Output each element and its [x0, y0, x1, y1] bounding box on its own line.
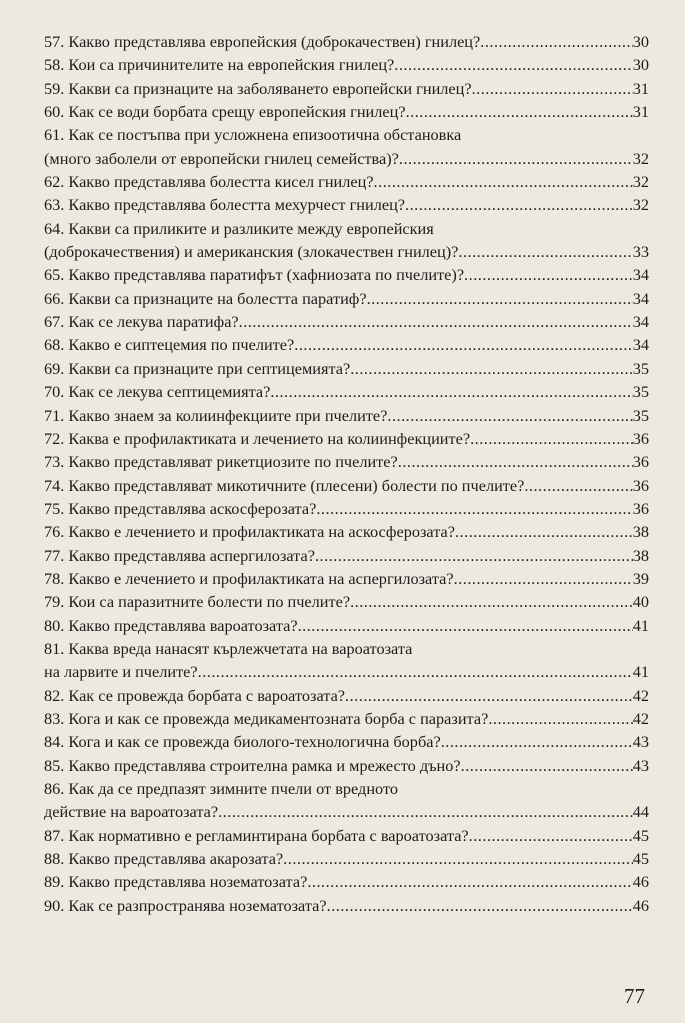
toc-entry-title: Какво е сиптецемия по пчелите?	[68, 335, 295, 355]
dot-leader	[454, 567, 633, 590]
dot-leader	[283, 847, 633, 870]
toc-entry	[44, 777, 649, 824]
dot-leader	[469, 824, 633, 847]
toc-entry-title-wrap	[44, 660, 198, 683]
toc-entry-page: 30	[632, 32, 649, 51]
toc-entry-number: 57	[44, 32, 61, 51]
toc-entry-title: Какво представлява паратифът (хафниозата по пчелите)?	[68, 265, 465, 285]
toc-entry	[44, 380, 649, 403]
toc-entry-row	[44, 287, 649, 310]
toc-entry	[44, 520, 649, 543]
toc-entry-number: 63	[44, 195, 61, 215]
toc-entry-row	[44, 590, 649, 613]
toc-entry-page: 46	[632, 872, 649, 892]
toc-entry-title-line1: Каква вреда нанасят кърлежчетата на вароатозата	[68, 638, 413, 658]
dot-leader	[524, 474, 632, 497]
toc-entry-title: Какво е лечението и профилактиката на аспергилозата?	[68, 568, 454, 588]
toc-entry-page: 35	[632, 382, 649, 402]
toc-entry-page: 36	[632, 428, 649, 448]
toc-entry-number: 62	[44, 172, 61, 192]
toc-entry-row	[44, 824, 649, 847]
toc-entry-title: действие на вароатозата?	[44, 802, 219, 822]
toc-entry-page: 34	[632, 335, 649, 355]
toc-entry-number: 80	[44, 615, 61, 635]
toc-entry-title-wrap: 85. Какво представлява строителна рамка и мрежесто дъно?	[44, 755, 461, 775]
toc-entry-title-wrap: 76. Какво е лечението и профилактиката на аскосферозата?	[44, 522, 455, 542]
toc-entry	[44, 730, 649, 753]
toc-entry	[44, 474, 649, 497]
toc-entry-row	[44, 520, 649, 543]
toc-entry	[44, 100, 649, 123]
toc-entry-page: 44	[632, 802, 649, 822]
toc-entry-title: Какви са признаците при септицемията?	[68, 358, 351, 378]
toc-entry	[44, 567, 649, 590]
toc-entry-number: 87	[44, 825, 61, 845]
toc-entry-title: Как се лекува паратифа?	[68, 312, 239, 332]
toc-entry	[44, 590, 649, 613]
toc-entry-title-wrap: 77. Какво представлява аспергилозата?	[44, 545, 315, 565]
toc-entry-row	[44, 147, 649, 170]
dot-leader	[315, 544, 633, 567]
toc-entry	[44, 637, 649, 684]
toc-entry-number: 89	[44, 872, 61, 892]
toc-entry	[44, 684, 649, 707]
dot-leader	[327, 894, 633, 917]
toc-entry-row	[44, 847, 649, 870]
dot-leader	[394, 53, 632, 76]
toc-entry-page: 45	[632, 849, 649, 869]
toc-entry-title: Каква е профилактиката и лечението на колиинфекциите?	[68, 428, 471, 448]
toc-entry-title: Как се разпространява нозематозата?	[68, 895, 327, 915]
toc-entry-number: 65	[44, 265, 61, 285]
toc-entry-title: Как нормативно е регламинтирана борбата с вароатозата?	[68, 825, 469, 845]
dot-leader	[480, 30, 632, 53]
toc-entry	[44, 754, 649, 777]
toc-entry-title-wrap: 57. Какво представлява европейския (доброкачествен) гнилец?	[44, 32, 481, 51]
toc-entry-title-line1: Как да се предпазят зимните пчели от вредното	[68, 779, 399, 798]
dot-leader	[472, 77, 633, 100]
toc-entry-row	[44, 544, 649, 567]
toc-entry-title-wrap: 79. Кои са паразитните болести по пчелите?	[44, 592, 351, 612]
toc-entry-row	[44, 193, 649, 216]
toc-entry-number: 78	[44, 568, 61, 588]
toc-entry-number: 68	[44, 335, 61, 355]
toc-entry-title: на ларвите и пчелите?	[44, 662, 198, 682]
toc-entry	[44, 427, 649, 450]
toc-entry	[44, 357, 649, 380]
toc-entry-row	[44, 357, 649, 380]
toc-entry-title: Какви са признаците на заболяването европейски гнилец?	[68, 78, 472, 98]
toc-entry-page: 41	[632, 615, 649, 635]
toc-entry-page: 30	[632, 55, 649, 75]
toc-entry-row	[44, 380, 649, 403]
toc-entry-first-line: 61. Как се постъпва при усложнена епизоотична обстановка	[44, 125, 462, 145]
toc-entry-number: 60	[44, 102, 61, 122]
toc-entry-page: 46	[632, 895, 649, 915]
dot-leader	[405, 193, 633, 216]
dot-leader	[294, 333, 632, 356]
dot-leader	[406, 100, 633, 123]
toc-entry-number: 64	[44, 218, 61, 238]
table-of-contents	[44, 30, 649, 917]
dot-leader	[488, 707, 632, 730]
toc-entry-page: 35	[632, 358, 649, 378]
toc-entry-number: 69	[44, 358, 61, 378]
toc-entry	[44, 333, 649, 356]
toc-entry-title-wrap: 67. Как се лекува паратифа?	[44, 312, 239, 332]
toc-entry-number: 76	[44, 522, 61, 542]
dot-leader	[350, 590, 633, 613]
dot-leader	[345, 684, 633, 707]
toc-entry	[44, 77, 649, 100]
toc-entry-row	[44, 497, 649, 520]
toc-entry-number: 70	[44, 382, 61, 402]
toc-entry-title-wrap	[44, 800, 218, 823]
toc-entry-page: 32	[632, 195, 649, 215]
toc-entry-number: 79	[44, 592, 61, 612]
dot-leader	[270, 380, 632, 403]
toc-entry	[44, 310, 649, 333]
toc-entry-title: Какво представлява нозематозата?	[68, 872, 308, 892]
toc-entry-row	[44, 870, 649, 893]
toc-entry-number: 58	[44, 55, 61, 75]
toc-entry-title: Какво представляват рикетциозите по пчелите?	[68, 452, 398, 472]
toc-entry-row	[44, 30, 649, 53]
toc-entry-title-wrap: 75. Какво представлява аскосферозата?	[44, 498, 317, 518]
toc-entry-page: 38	[632, 545, 649, 565]
toc-entry-row	[44, 754, 649, 777]
toc-entry	[44, 847, 649, 870]
dot-leader	[399, 147, 633, 170]
toc-entry	[44, 497, 649, 520]
toc-entry-title-line1: Как се постъпва при усложнена епизоотична обстановка	[68, 125, 462, 145]
toc-entry-page: 34	[632, 288, 649, 308]
toc-entry-title: Кога и как се провежда медикаментозната борба с паразита?	[68, 708, 489, 728]
toc-entry-page: 31	[632, 102, 649, 122]
toc-entry-row	[44, 567, 649, 590]
toc-entry-title-wrap: 82. Как се провежда борбата с вароатозата?	[44, 685, 346, 705]
toc-entry-first-line: 86. Как да се предпазят зимните пчели от вредното	[44, 779, 399, 798]
toc-entry-page: 32	[632, 172, 649, 192]
toc-entry-page: 35	[632, 405, 649, 425]
toc-entry-row	[44, 333, 649, 356]
page-number: 77	[624, 984, 645, 1008]
toc-entry-number: 84	[44, 732, 61, 752]
toc-entry	[44, 30, 649, 53]
toc-entry	[44, 287, 649, 310]
toc-entry-title-wrap: 62. Какво представлява болестта кисел гнилец?	[44, 172, 374, 192]
toc-entry	[44, 894, 649, 917]
toc-entry-row	[44, 474, 649, 497]
dot-leader	[218, 800, 633, 823]
dot-leader	[470, 427, 633, 450]
toc-entry-number: 77	[44, 545, 61, 565]
toc-entry-title-wrap: 83. Кога и как се провежда медикаментозната борба с паразита?	[44, 708, 489, 728]
dot-leader	[316, 497, 632, 520]
toc-entry-title: Как се води борбата срещу европейския гнилец?	[68, 102, 406, 122]
toc-entry-row	[44, 730, 649, 753]
toc-entry-title: Какво представлява вароатозата?	[68, 615, 298, 635]
dot-leader	[458, 240, 632, 263]
toc-entry-title-wrap	[44, 147, 399, 170]
toc-entry-page: 38	[632, 522, 649, 542]
toc-entry-title: Какво представлява аскосферозата?	[68, 498, 317, 518]
toc-entry	[44, 170, 649, 193]
toc-entry	[44, 450, 649, 473]
toc-entry	[44, 217, 649, 264]
toc-entry-number: 83	[44, 708, 61, 728]
toc-entry-title: Кои са причинителите на европейския гнилец?	[68, 55, 395, 75]
toc-entry-title-wrap: 80. Какво представлява вароатозата?	[44, 615, 298, 635]
toc-entry-title-wrap: 78. Какво е лечението и профилактиката на аспергилозата?	[44, 568, 454, 588]
toc-entry-row	[44, 450, 649, 473]
toc-entry-title: Какво представлява аспергилозата?	[68, 545, 315, 565]
toc-entry-title-line1: Какви са приликите и разликите между европейския	[68, 218, 434, 238]
toc-entry-number: 66	[44, 288, 61, 308]
toc-entry	[44, 544, 649, 567]
toc-entry-page: 40	[632, 592, 649, 612]
dot-leader	[239, 310, 633, 333]
toc-entry	[44, 707, 649, 730]
dot-leader	[387, 404, 632, 427]
dot-leader	[464, 263, 633, 286]
toc-entry-number: 71	[44, 405, 61, 425]
dot-leader	[374, 170, 633, 193]
toc-entry-row	[44, 660, 649, 683]
toc-entry	[44, 53, 649, 76]
toc-entry-number: 72	[44, 428, 61, 448]
toc-entry-page: 36	[632, 475, 649, 495]
dot-leader	[441, 730, 633, 753]
toc-entry-title: Какво представлява болестта кисел гнилец?	[68, 172, 374, 192]
dot-leader	[367, 287, 633, 310]
toc-entry-page: 39	[632, 568, 649, 588]
toc-entry-title-wrap: 65. Какво представлява паратифът (хафниозата по пчелите)?	[44, 265, 465, 285]
toc-entry-number: 81	[44, 638, 61, 658]
toc-entry-row	[44, 707, 649, 730]
toc-entry-page: 43	[632, 755, 649, 775]
toc-entry-page: 31	[632, 78, 649, 98]
toc-entry-row	[44, 310, 649, 333]
toc-entry-title-wrap: 73. Какво представляват рикетциозите по пчелите?	[44, 452, 398, 472]
toc-entry	[44, 263, 649, 286]
toc-entry-page: 33	[632, 242, 649, 262]
toc-entry-number: 82	[44, 685, 61, 705]
toc-entry-title-wrap: 69. Какви са признаците при септицемията?	[44, 358, 351, 378]
toc-entry-page: 42	[632, 708, 649, 728]
dot-leader	[398, 450, 633, 473]
toc-entry-page: 42	[632, 685, 649, 705]
toc-entry-title: Какво представляват микотичните (плесени) болести по пчелите?	[68, 475, 525, 495]
toc-entry-title: Какви са признаците на болестта паратиф?	[68, 288, 367, 308]
toc-entry-title: Какво е лечението и профилактиката на аскосферозата?	[68, 522, 455, 542]
toc-entry-title-wrap: 68. Какво е сиптецемия по пчелите?	[44, 335, 295, 355]
toc-entry-number: 59	[44, 78, 61, 98]
toc-entry-row	[44, 404, 649, 427]
toc-entry	[44, 193, 649, 216]
toc-entry-row	[44, 170, 649, 193]
toc-entry-title: Какво знаем за колиинфекциите при пчелите?	[68, 405, 388, 425]
toc-entry-title: Кога и как се провежда биолого-технологична борба?	[68, 732, 441, 752]
toc-entry-page: 45	[632, 825, 649, 845]
toc-entry-row	[44, 684, 649, 707]
toc-entry-number: 75	[44, 498, 61, 518]
toc-entry-row	[44, 800, 649, 823]
toc-entry-row	[44, 53, 649, 76]
toc-entry-title-wrap: 87. Как нормативно е регламинтирана борбата с вароатозата?	[44, 825, 469, 845]
toc-entry-title-wrap: 66. Какви са признаците на болестта паратиф?	[44, 288, 367, 308]
toc-entry-row	[44, 614, 649, 637]
toc-entry-title-wrap: 72. Каква е профилактиката и лечението на колиинфекциите?	[44, 428, 471, 448]
toc-entry-title: Какво представлява европейския (доброкачествен) гнилец?	[68, 32, 481, 51]
toc-entry-row	[44, 240, 649, 263]
toc-entry-page: 43	[632, 732, 649, 752]
toc-entry-title-wrap: 60. Как се води борбата срещу европейския гнилец?	[44, 102, 406, 122]
toc-entry	[44, 870, 649, 893]
toc-entry	[44, 824, 649, 847]
toc-entry-number: 74	[44, 475, 61, 495]
toc-entry-row	[44, 100, 649, 123]
toc-entry-page: 32	[632, 148, 649, 168]
toc-entry-title-wrap: 70. Как се лекува септицемията?	[44, 382, 271, 402]
toc-entry-title-wrap: 89. Какво представлява нозематозата?	[44, 872, 308, 892]
toc-entry-title: Кои са паразитните болести по пчелите?	[68, 592, 351, 612]
toc-entry-title-wrap: 90. Как се разпространява нозематозата?	[44, 895, 327, 915]
dot-leader	[298, 614, 633, 637]
toc-entry-title-wrap: 74. Какво представляват микотичните (плесени) болести по пчелите?	[44, 475, 525, 495]
toc-entry-number: 85	[44, 755, 61, 775]
toc-entry-number: 86	[44, 779, 61, 798]
toc-entry-row	[44, 894, 649, 917]
toc-entry-title: (много заболели от европейски гнилец семейства)?	[44, 148, 399, 168]
toc-entry-title-wrap: 88. Какво представлява акарозата?	[44, 849, 284, 869]
dot-leader	[307, 870, 632, 893]
toc-entry-number: 90	[44, 895, 61, 915]
dot-leader	[198, 660, 633, 683]
toc-entry	[44, 614, 649, 637]
toc-entry-first-line: 64. Какви са приликите и разликите между европейския	[44, 218, 434, 238]
toc-entry-title: Какво представлява болестта мехурчест гнилец?	[68, 195, 406, 215]
toc-entry-title-wrap: 71. Какво знаем за колиинфекциите при пчелите?	[44, 405, 388, 425]
toc-entry-title: Какво представлява акарозата?	[68, 849, 284, 869]
toc-entry-title-wrap: 84. Кога и как се провежда биолого-технологична борба?	[44, 732, 441, 752]
toc-entry-number: 67	[44, 312, 61, 332]
toc-entry-title-wrap: 58. Кои са причинителите на европейския гнилец?	[44, 55, 395, 75]
toc-entry-page: 36	[632, 452, 649, 472]
toc-entry-number: 61	[44, 125, 61, 145]
toc-entry-page: 41	[632, 662, 649, 682]
toc-entry-title: Какво представлява строителна рамка и мрежесто дъно?	[68, 755, 461, 775]
toc-entry-page: 34	[632, 312, 649, 332]
toc-entry-page: 34	[632, 265, 649, 285]
toc-entry-title-wrap: 63. Какво представлява болестта мехурчест гнилец?	[44, 195, 406, 215]
toc-entry-title: Как се лекува септицемията?	[68, 382, 271, 402]
toc-entry-row	[44, 427, 649, 450]
toc-entry-title-wrap	[44, 240, 458, 263]
toc-entry-row	[44, 77, 649, 100]
dot-leader	[455, 520, 633, 543]
toc-entry-number: 73	[44, 452, 61, 472]
toc-entry-number: 88	[44, 849, 61, 869]
toc-entry	[44, 123, 649, 170]
toc-entry-first-line: 81. Каква вреда нанасят кърлежчетата на вароатозата	[44, 638, 413, 658]
dot-leader	[461, 754, 633, 777]
toc-entry-title-wrap: 59. Какви са признаците на заболяването европейски гнилец?	[44, 78, 472, 98]
toc-entry-row	[44, 263, 649, 286]
toc-entry-page: 36	[632, 498, 649, 518]
dot-leader	[350, 357, 633, 380]
toc-entry	[44, 404, 649, 427]
toc-entry-title: (доброкачествения) и американския (злокачествен гнилец)?	[44, 242, 459, 262]
toc-entry-title: Как се провежда борбата с вароатозата?	[68, 685, 346, 705]
